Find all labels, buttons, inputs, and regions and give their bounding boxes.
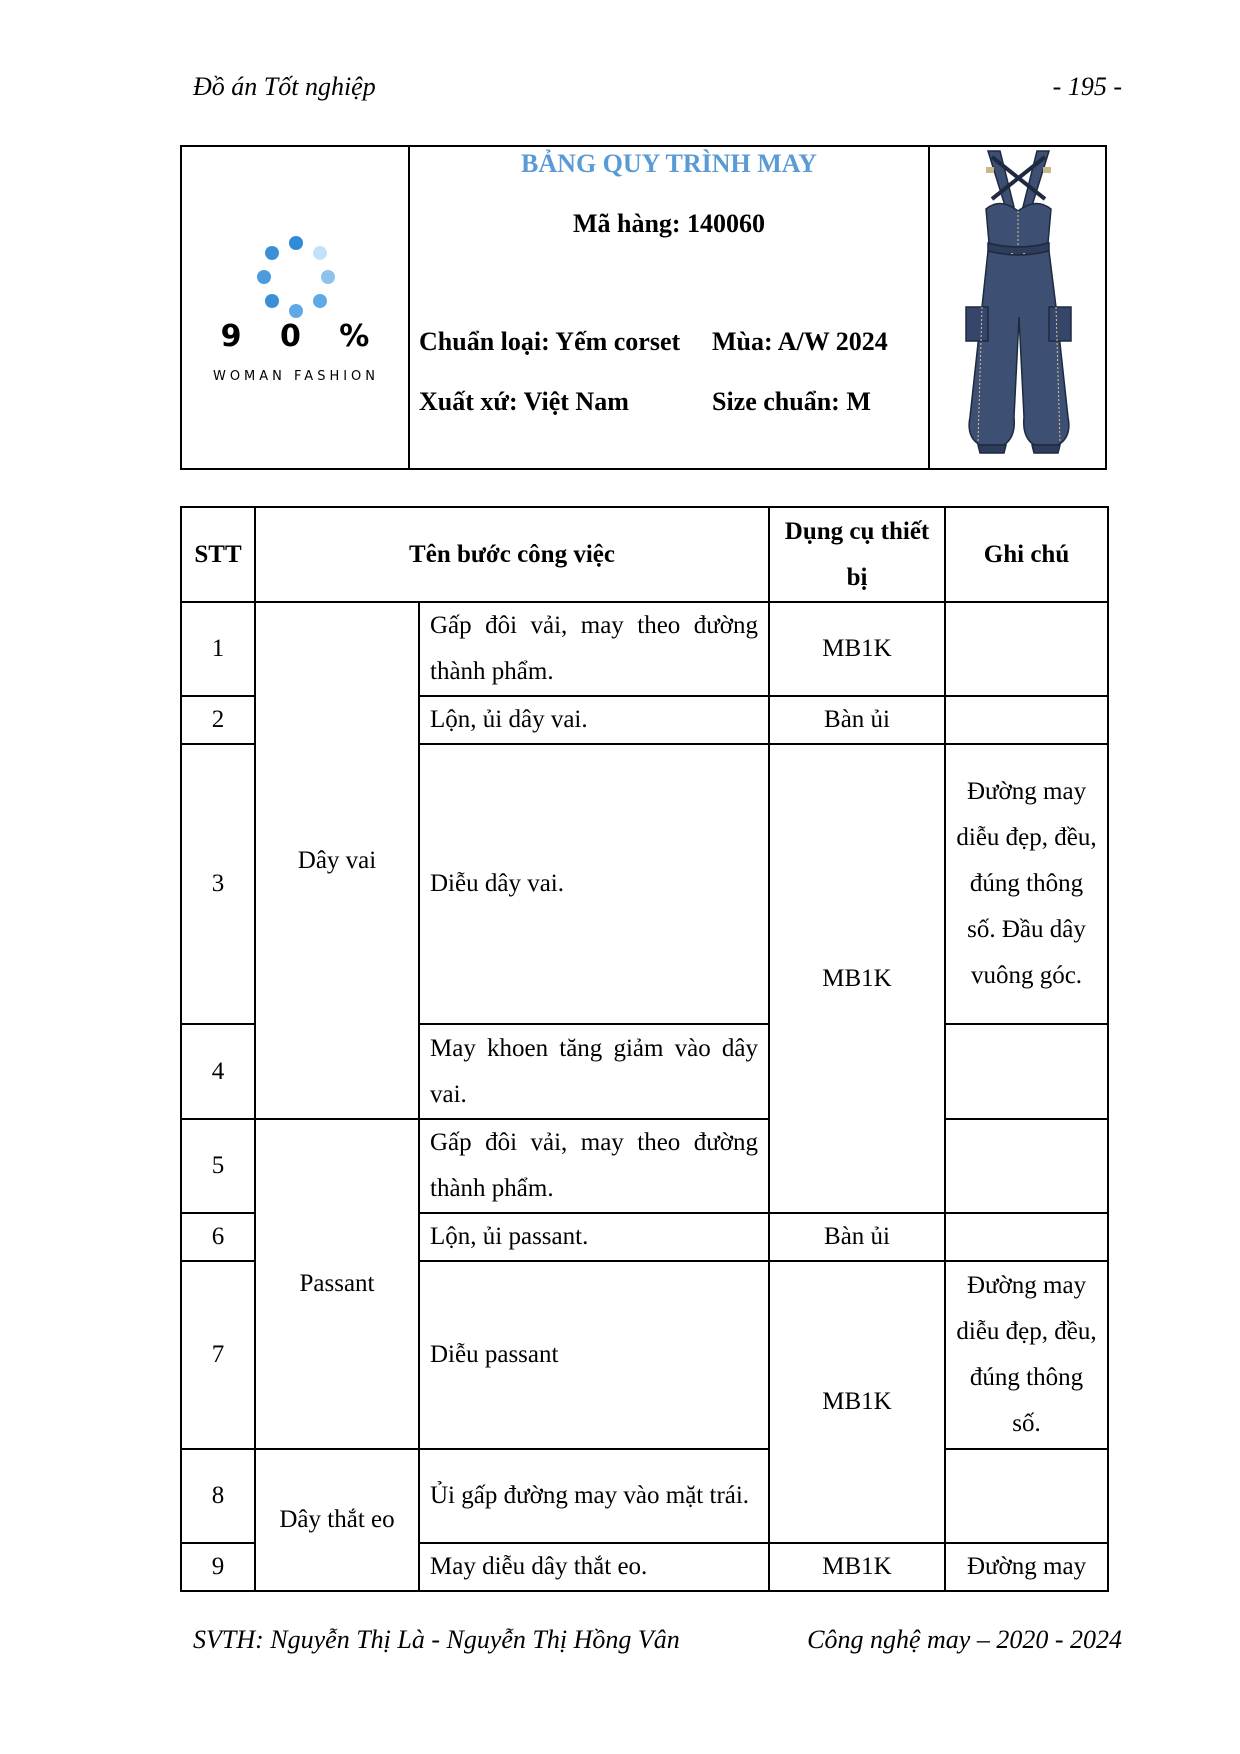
info-cell xyxy=(410,147,930,468)
step-cell: Diễu passant xyxy=(419,1261,769,1449)
stt-cell: 3 xyxy=(181,744,255,1024)
tool-cell: Bàn ủi xyxy=(769,1213,945,1261)
note-cell xyxy=(945,602,1108,696)
note-cell xyxy=(945,1024,1108,1119)
note-cell: Đường may diễu đẹp, đều, đúng thông số. Đầu dây vuông góc. xyxy=(945,744,1108,1024)
stt-cell: 4 xyxy=(181,1024,255,1119)
table-row xyxy=(181,1119,1108,1213)
product-category: Chuẩn loại: Yếm corset xyxy=(419,327,681,356)
note-cell xyxy=(945,696,1108,744)
note-cell xyxy=(945,1449,1108,1543)
step-cell: Diễu dây vai. xyxy=(419,744,769,1024)
stt-cell: 8 xyxy=(181,1449,255,1543)
col-header-tool: Dụng cụ thiết bị xyxy=(769,507,945,602)
group-cell: Passant xyxy=(255,1119,419,1449)
denim-overalls-illustration-icon xyxy=(930,147,1107,468)
base-size: Size chuẩn: M xyxy=(712,387,871,416)
tool-cell: MB1K xyxy=(769,1261,945,1543)
note-cell xyxy=(945,1213,1108,1261)
footer-program: Công nghệ may – 2020 - 2024 xyxy=(807,1625,1122,1654)
table-header-row xyxy=(181,507,1108,602)
origin: Xuất xứ: Việt Nam xyxy=(419,387,629,416)
loading-dots-logo-icon xyxy=(182,227,410,327)
step-cell: May diễu dây thắt eo. xyxy=(419,1543,769,1591)
process-table xyxy=(180,506,1109,1592)
note-cell: Đường may diễu đẹp, đều, đúng thông số. xyxy=(945,1261,1108,1449)
page-number: - 195 - xyxy=(1052,72,1122,101)
table-row xyxy=(181,1449,1108,1543)
logo-brand: WOMAN FASHION xyxy=(212,369,380,384)
group-cell: Dây vai xyxy=(255,602,419,1119)
group-cell: Dây thắt eo xyxy=(255,1449,419,1591)
stt-cell: 9 xyxy=(181,1543,255,1591)
stt-cell: 6 xyxy=(181,1213,255,1261)
sheet-title: BẢNG QUY TRÌNH MAY xyxy=(521,149,817,178)
step-cell: Gấp đôi vải, may theo đường thành phẩm. xyxy=(419,602,769,696)
logo-percent: 9 0 % xyxy=(220,319,384,354)
step-cell: Ủi gấp đường may vào mặt trái. xyxy=(419,1449,769,1543)
step-cell: Lộn, ủi passant. xyxy=(419,1213,769,1261)
col-header-stt: STT xyxy=(181,507,255,602)
tool-cell: Bàn ủi xyxy=(769,696,945,744)
stt-cell: 7 xyxy=(181,1261,255,1449)
note-cell: Đường may xyxy=(945,1543,1108,1591)
col-header-step: Tên bước công việc xyxy=(255,507,769,602)
logo-cell xyxy=(182,147,410,468)
table-row xyxy=(181,602,1108,696)
product-code: Mã hàng: 140060 xyxy=(572,209,766,238)
season: Mùa: A/W 2024 xyxy=(712,327,888,356)
stt-cell: 5 xyxy=(181,1119,255,1213)
step-cell: May khoen tăng giảm vào dây vai. xyxy=(419,1024,769,1119)
info-box xyxy=(180,145,1107,470)
header-title: Đồ án Tốt nghiệp xyxy=(193,72,376,101)
step-cell: Lộn, ủi dây vai. xyxy=(419,696,769,744)
step-cell: Gấp đôi vải, may theo đường thành phẩm. xyxy=(419,1119,769,1213)
tool-cell: MB1K xyxy=(769,1543,945,1591)
stt-cell: 2 xyxy=(181,696,255,744)
footer-authors: SVTH: Nguyễn Thị Là - Nguyễn Thị Hồng Vân xyxy=(193,1625,680,1654)
tool-cell: MB1K xyxy=(769,744,945,1213)
garment-image-cell xyxy=(930,147,1105,468)
tool-cell: MB1K xyxy=(769,602,945,696)
stt-cell: 1 xyxy=(181,602,255,696)
note-cell xyxy=(945,1119,1108,1213)
col-header-note: Ghi chú xyxy=(945,507,1108,602)
